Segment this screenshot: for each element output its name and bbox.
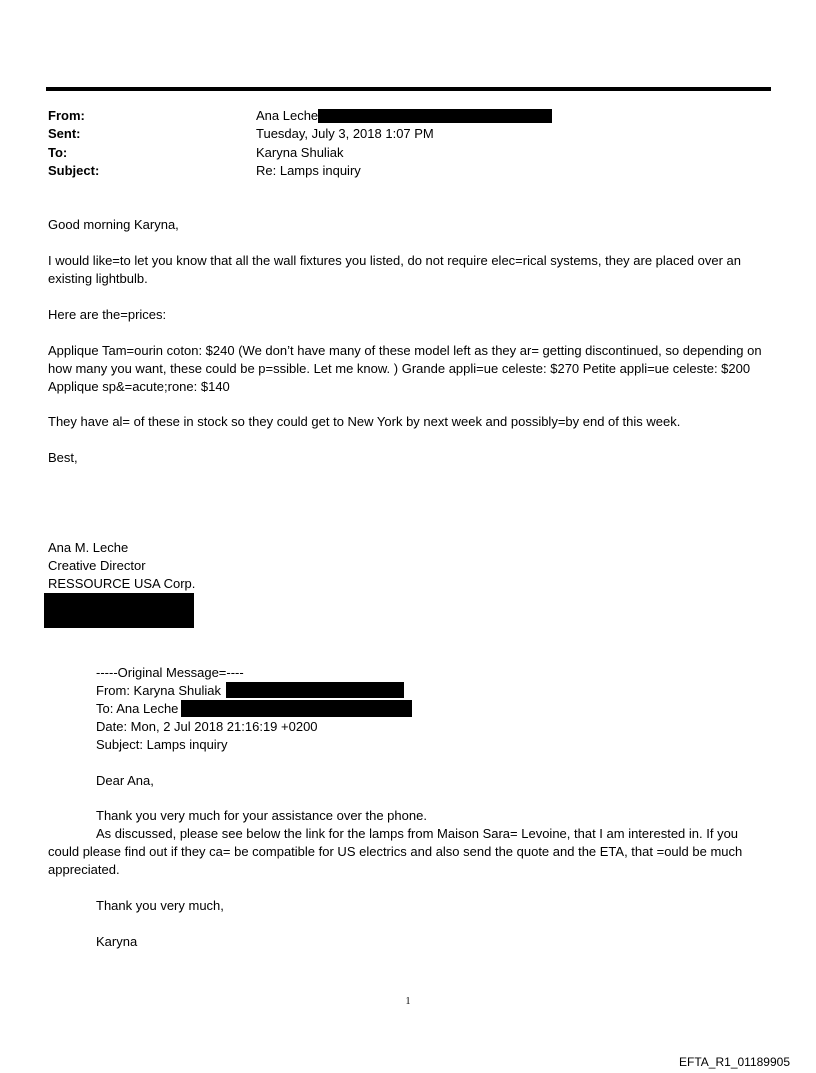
signature-title: Creative Director: [48, 558, 146, 573]
body-paragraph-prices-intro: Here are the=prices:: [48, 307, 167, 322]
original-message-marker: -----Original Message=----: [96, 665, 244, 680]
body-greeting: Good morning Karyna,: [48, 217, 179, 232]
original-subject: Subject: Lamps inquiry: [96, 737, 228, 752]
redaction-block: [181, 700, 412, 717]
original-to: To: Ana Leche: [96, 701, 179, 716]
original-request-line-rest: could please find out if they ca= be compatible for US electrics and also send the quote and the ETA, that =ould be much appreciated.: [48, 844, 743, 877]
from-label: From:: [48, 108, 85, 123]
original-greeting: Dear Ana,: [96, 773, 154, 788]
subject-label: Subject:: [48, 163, 100, 178]
signature-company: RESSOURCE USA Corp.: [48, 576, 196, 591]
body-paragraph-prices: Applique Tam=ourin coton: $240 (We don’t have many of these model left as they ar= getting discontinued, so depending on how many you want, these could be p=ssible. Let me know. ) Grande appli=ue celeste: $270 Petite appli=ue celeste: $200 Applique sp&=acute;rone: $140: [48, 343, 762, 394]
body-paragraph-fixtures: I would like=to let you know that all the wall fixtures you listed, do not require elec=rical systems, they are placed over an existing lightbulb.: [48, 253, 741, 286]
sent-label: Sent:: [48, 126, 81, 141]
original-request-line-first: As discussed, please see below the link for the lamps from Maison Sara= Levoine, that I am interested in. If you: [96, 826, 739, 841]
original-date: Date: Mon, 2 Jul 2018 21:16:19 +0200: [96, 719, 318, 734]
to-label: To:: [48, 145, 68, 160]
header-rule: [46, 87, 771, 91]
redaction-block: [318, 109, 552, 123]
original-closing: Thank you very much,: [96, 898, 224, 913]
redaction-block: [226, 682, 404, 698]
original-from: From: Karyna Shuliak: [96, 683, 221, 698]
redaction-block: [44, 593, 194, 628]
to-value: Karyna Shuliak: [256, 145, 344, 160]
signature-name: Ana M. Leche: [48, 540, 129, 555]
sent-value: Tuesday, July 3, 2018 1:07 PM: [256, 126, 434, 141]
body-paragraph-stock: They have al= of these in stock so they could get to New York by next week and possibly=by end of this week.: [48, 414, 681, 429]
original-signoff: Karyna: [96, 934, 138, 949]
body-closing: Best,: [48, 450, 78, 465]
page-number: 1: [405, 996, 411, 1007]
subject-value: Re: Lamps inquiry: [256, 163, 361, 178]
document-id: EFTA_R1_01189905: [679, 1055, 790, 1069]
original-thanks-line: Thank you very much for your assistance over the phone.: [96, 808, 427, 823]
from-value: Ana Leche: [256, 108, 319, 123]
